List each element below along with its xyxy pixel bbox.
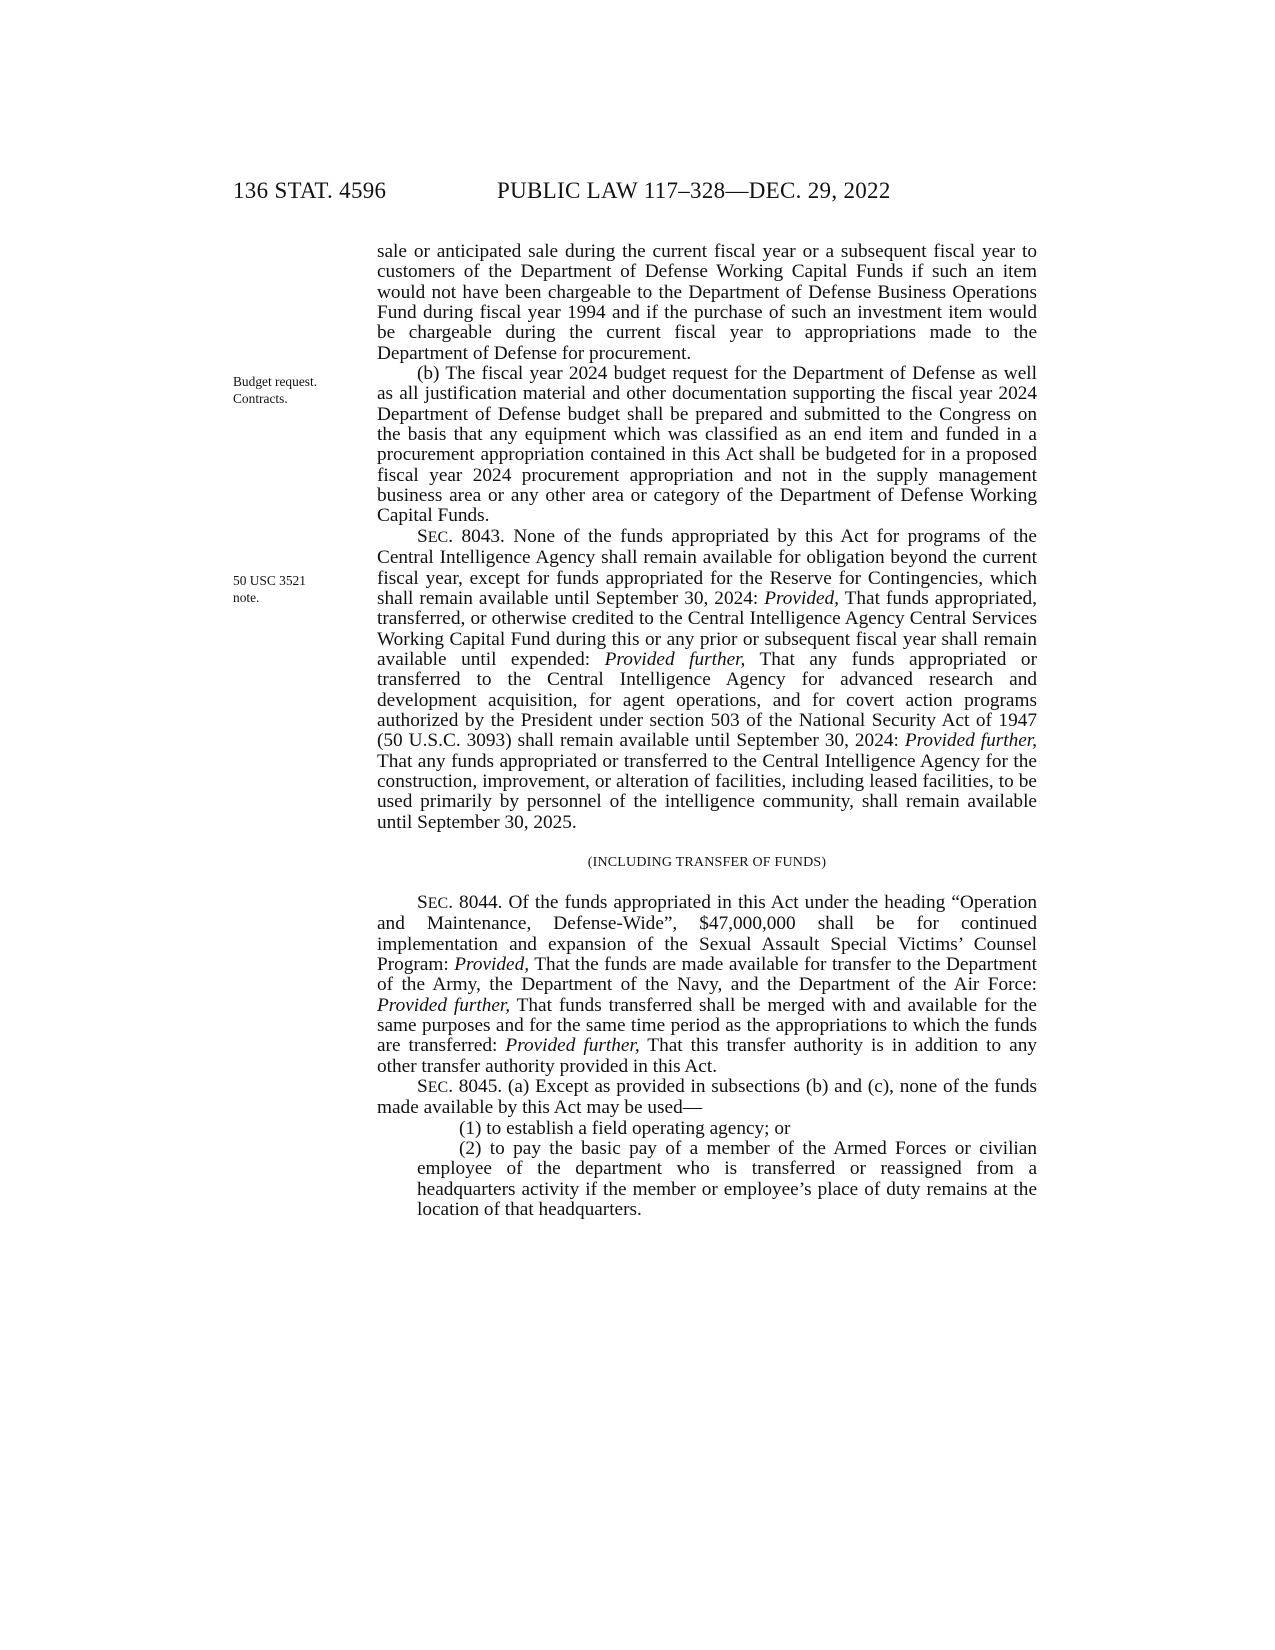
proviso-italic: Provided, <box>764 587 839 609</box>
section-text: That any funds appropriated or transferred to the Central Intelligence Agency for advanced research and development acquisition, for agent operations, and for covert action programs authorized by the President under section 503 of the National Security Act of 1947 (50 U.S.C. 3093) shall remain available until September 30, 2024: <box>377 648 1037 752</box>
section-prefix-s: S <box>417 891 428 913</box>
section-prefix-s: S <box>417 1076 428 1098</box>
margin-note-text: 50 USC 3521 note. <box>233 573 306 605</box>
proviso-italic: Provided, <box>454 954 530 975</box>
proviso-italic: Provided further, <box>377 994 511 1016</box>
margin-note-usc-reference <box>233 572 306 606</box>
paragraph-subsection-b: (b) The fiscal year 2024 budget request for the Department of Defense as well as all justification material and other documentation supporting the fiscal year 2024 Department of Defense budget shall be prepared and submitted to the Congress on the basis that any equipment which was classified as an end item and funded in a procurement appropriation contained in this Act shall be budgeted for in a proposed fiscal year 2024 procurement appropriation and not in the supply management business area or any other area or category of the Department of Defense Working Capital Funds. <box>377 363 1037 527</box>
paragraph-item-2: (2) to pay the basic pay of a member of the Armed Forces or civilian employee of the department who is transferred or reassigned from a headquarters activity if the member or employee’s place of duty remains at the location of that headquarters. <box>417 1138 1037 1221</box>
stat-citation: 136 STAT. 4596 <box>233 178 387 203</box>
page-header <box>0 178 1275 218</box>
section-prefix-s: S <box>417 525 428 547</box>
section-heading: (INCLUDING TRANSFER OF FUNDS) <box>587 854 827 870</box>
section-text: That funds appropriated, transferred, or otherwise credited to the Central Intelligence Agency Central Services Working Capital Fund during this or any prior or subsequent fiscal year shall remain available until expended: <box>377 587 1037 670</box>
section-text: That any funds appropriated or transferred to the Central Intelligence Agency for the construction, improvement, or alteration of facilities, including leased facilities, to be used primarily by personnel of the intelligence community, shall remain available until September 30, 2025. <box>377 750 1037 833</box>
section-text: That funds transferred shall be merged with and available for the same purposes and for the same time period as the appropriations to which the funds are transferred: <box>377 994 1037 1057</box>
section-8045 <box>377 1077 1037 1119</box>
section-text: . 8043. None of the funds appropriated by this Act for programs of the Central Intelligence Agency shall remain available for obligation beyond the current fiscal year, except for funds appropriated for the Reserve for Contingencies, which shall remain available until September 30, 2024: <box>377 525 1037 609</box>
public-law-title: PUBLIC LAW 117–328—DEC. 29, 2022 <box>497 178 891 203</box>
section-8044 <box>377 893 1037 1077</box>
section-prefix-ec: EC <box>427 528 449 546</box>
section-8043 <box>377 527 1037 833</box>
proviso-italic: Provided further, <box>505 1035 640 1057</box>
margin-note-budget-request <box>233 373 317 407</box>
margin-note-text: Budget request. Contracts. <box>233 374 318 406</box>
section-text: That this transfer authority is in addition to any other transfer authority provided in this Act. <box>377 1035 1037 1077</box>
section-prefix-ec: EC <box>427 894 449 912</box>
section-text: . 8045. (a) Except as provided in subsections (b) and (c), none of the funds made available by this Act may be used— <box>377 1076 1037 1119</box>
paragraph-continuation: sale or anticipated sale during the current fiscal year or a subsequent fiscal year to customers of the Department of Defense Working Capital Funds if such an item would not have been chargeable to the Department of Defense Business Operations Fund during fiscal year 1994 and if the purchase of such an investment item would be chargeable during the current fiscal year to appropriations made to the Department of Defense for procurement. <box>377 241 1037 364</box>
section-text: That the funds are made available for transfer to the Department of the Army, the Department of the Navy, and the Department of the Air Force: <box>377 954 1037 996</box>
paragraph-item-1: (1) to establish a field operating agency; or <box>459 1117 791 1139</box>
proviso-italic: Provided further, <box>604 648 746 670</box>
statute-body <box>377 242 1037 1220</box>
section-prefix-ec: EC <box>427 1079 449 1097</box>
section-text: . 8044. Of the funds appropriated in this Act under the heading “Operation and Maintenance, Defense-Wide”, $47,000,000 shall be for continued implementation and expansion of the Sexual Assault Special Victims’ Counsel Program: <box>377 891 1037 975</box>
proviso-italic: Provided further, <box>904 730 1037 752</box>
